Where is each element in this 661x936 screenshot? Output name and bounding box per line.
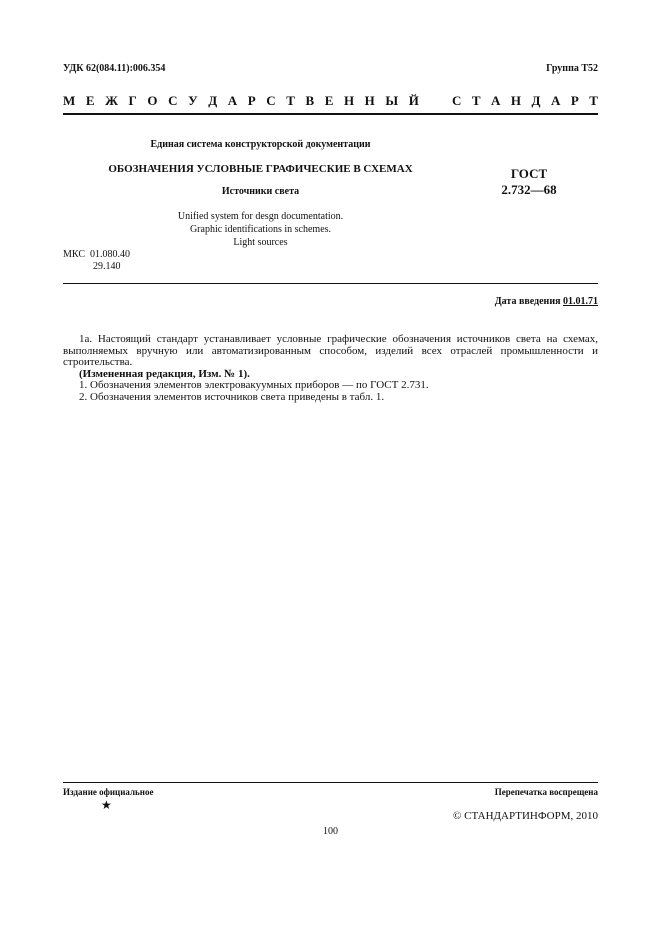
- page-number: 100: [323, 826, 338, 837]
- copyright: © СТАНДАРТИНФОРМ, 2010: [453, 810, 598, 822]
- middle-rule: [63, 283, 598, 284]
- introduction-date-label: Дата введения: [494, 296, 561, 307]
- heading-letter: У: [188, 93, 198, 108]
- heading-letter: А: [491, 93, 501, 108]
- heading-letter: Н: [364, 93, 375, 108]
- heading-letter: Е: [85, 93, 95, 108]
- heading-letter: М: [63, 93, 76, 108]
- heading-letter: Р: [247, 93, 256, 108]
- english-title-line: Graphic identifications in schemes.: [189, 224, 332, 235]
- english-title-line: Light sources: [233, 237, 288, 248]
- heading-letter: Н: [343, 93, 355, 108]
- heading-letter: С: [266, 93, 276, 108]
- heading-letter: Д: [208, 93, 218, 108]
- heading-letter: Г: [128, 93, 137, 108]
- heading-letter: Н: [510, 93, 522, 108]
- official-edition: Издание официальное: [63, 787, 154, 797]
- heading-letter: Т: [286, 93, 295, 108]
- heading-letter: Т: [471, 93, 481, 108]
- paragraph-2: 2. Обозначения элементов источников света приведены в табл. 1.: [79, 390, 385, 403]
- heading-letter: Т: [589, 93, 598, 108]
- heading-word-interstate: [63, 93, 419, 109]
- system-name: Единая система конструкторской документации: [150, 139, 371, 150]
- reprint-prohibited: Перепечатка воспрещена: [494, 787, 598, 797]
- heading-letter: Р: [570, 93, 579, 108]
- heading-word-standard: [452, 93, 598, 109]
- document-body: [63, 334, 598, 403]
- heading-letter: О: [147, 93, 158, 108]
- heading-letter: Ж: [105, 93, 118, 108]
- mks-code: 01.080.40: [89, 249, 130, 260]
- gost-label: ГОСТ: [510, 166, 548, 181]
- udk-code: УДК 62(084.11):006.354: [63, 63, 166, 74]
- star-mark: ★: [101, 798, 112, 812]
- mks-label: МКС: [63, 249, 85, 260]
- gost-number: 2.732—68: [501, 182, 557, 197]
- top-rule: [63, 113, 598, 115]
- mks-codes: [63, 249, 130, 273]
- mks-code: 29.140: [93, 261, 121, 272]
- heading-letter: А: [227, 93, 238, 108]
- heading-letter: В: [305, 93, 315, 108]
- heading-letter: Й: [408, 93, 419, 108]
- document-title: ОБОЗНАЧЕНИЯ УСЛОВНЫЕ ГРАФИЧЕСКИЕ В СХЕМАХ: [108, 163, 413, 175]
- paragraph-1a: 1а. Настоящий стандарт устанавливает условные графические обозначения источников света на схемах, выполняемых вручную или автоматизированным способом, изделий всех отраслей промышленности и строительства.: [63, 333, 598, 368]
- introduction-date-value: 01.01.71: [563, 296, 598, 307]
- group-code: Группа Т52: [546, 63, 598, 74]
- heading-letter: Д: [531, 93, 541, 108]
- heading-letter: С: [168, 93, 178, 108]
- heading-letter: Е: [324, 93, 334, 108]
- heading-letter: С: [452, 93, 462, 108]
- introduction-date: [495, 296, 598, 307]
- bottom-rule: [63, 782, 598, 783]
- standard-type-heading: [63, 93, 598, 109]
- english-title-line: Unified system for desgn documentation.: [177, 211, 344, 222]
- document-subtitle: Источники света: [221, 186, 300, 197]
- english-title: [63, 210, 458, 249]
- heading-letter: Ы: [385, 93, 399, 108]
- paragraph-1: 1. Обозначения элементов электровакуумных приборов — по ГОСТ 2.731.: [79, 379, 429, 391]
- revision-note: (Измененная редакция, Изм. № 1).: [79, 367, 250, 380]
- heading-letter: А: [550, 93, 561, 108]
- gost-designation: [470, 166, 588, 198]
